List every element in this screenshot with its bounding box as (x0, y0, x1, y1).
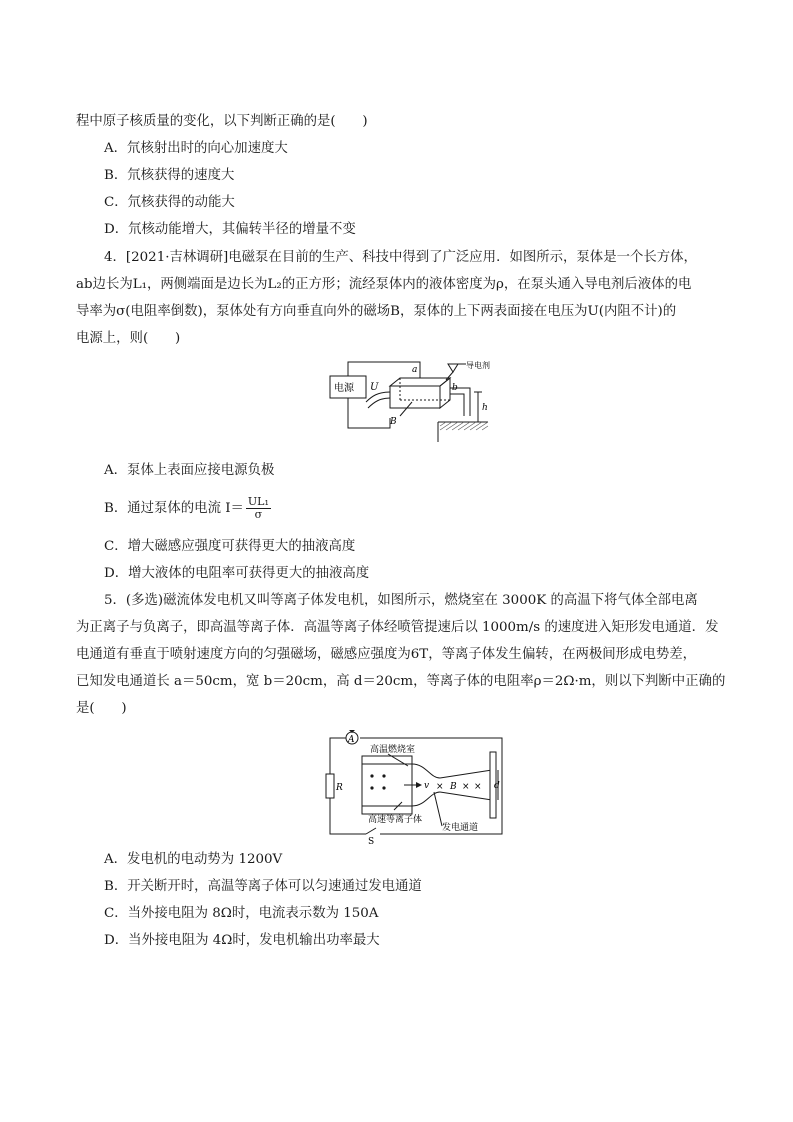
q5-stem-line-4: 已知发电通道长 a＝50cm，宽 b＝20cm，高 d＝20cm，等离子体的电阻率ρ＝2Ω·m，则以下判断中正确的 (76, 674, 726, 689)
q5-option-b: B．开关断开时，高温等离子体可以匀速通过发电通道 (104, 879, 422, 894)
cross-mark-3: × (474, 782, 482, 792)
q3-option-d: D．氘核动能增大，其偏转半径的增量不变 (104, 222, 356, 237)
height-d-label: d (494, 781, 500, 791)
q5-option-c: C．当外接电阻为 8Ω时，电流表示数为 150A (104, 906, 379, 921)
electromagnetic-pump-figure (320, 358, 500, 450)
q5-stem-line-1: 5．(多选)磁流体发电机又叫等离子体发电机，如图所示，燃烧室在 3000K 的高温下将气体全部电离 (104, 593, 698, 608)
resistor-r-label: R (336, 783, 343, 793)
q5-option-a: A．发电机的电动势为 1200V (104, 852, 283, 867)
field-b-label: B (390, 417, 397, 427)
mhd-generator-figure (322, 730, 504, 846)
q4-option-c: C．增大磁感应强度可获得更大的抽液高度 (104, 539, 356, 554)
q4-option-b-text: B．通过泵体的电流 I＝ (104, 501, 244, 516)
cross-mark-1: × (436, 782, 444, 792)
cross-mark-2: × (462, 782, 470, 792)
q4-stem-line-4: 电源上，则( ) (76, 331, 181, 346)
q4-option-a: A．泵体上表面应接电源负极 (104, 463, 275, 478)
current-fraction (246, 496, 271, 521)
q4-option-d: D．增大液体的电阻率可获得更大的抽液高度 (104, 566, 370, 581)
q4-stem-line-2: ab边长为L₁，两侧端面是边长为L₂的正方形；流经泵体内的液体密度为ρ，在泵头通入导电剂后液体的电 (76, 277, 692, 292)
q3-stem-tail: 程中原子核质量的变化，以下判断正确的是( ) (76, 114, 368, 129)
q3-option-c: C．氘核获得的动能大 (104, 195, 235, 210)
q3-option-a: A．氘核射出时的向心加速度大 (104, 141, 288, 156)
field-b-label: B (450, 782, 457, 792)
q4-option-b (104, 496, 271, 521)
ammeter-label: A (348, 735, 355, 745)
q4-stem-line-3: 导率为σ(电阻率倒数)，泵体处有方向垂直向外的磁场B，泵体的上下两表面接在电压为U(内阻不计)的 (76, 304, 677, 319)
q5-stem-line-5: 是( ) (76, 701, 127, 716)
edge-b-label: b (452, 383, 458, 393)
plasma-label: 高速等离子体 (368, 815, 423, 825)
voltage-label: U (370, 382, 379, 393)
q5-option-d: D．当外接电阻为 4Ω时，发电机输出功率最大 (104, 933, 380, 948)
q5-stem-line-2: 为正离子与负离子，即高温等离子体．高温等离子体经喷管提速后以 1000m/s 的速度进入矩形发电通道．发 (76, 620, 719, 635)
q4-stem-line-1: 4．[2021·吉林调研]电磁泵在目前的生产、科技中得到了广泛应用．如图所示，泵体是一个长方体， (104, 250, 697, 265)
velocity-v-label: v (424, 781, 430, 791)
switch-s-label: S (368, 837, 375, 846)
height-h-label: h (482, 403, 488, 413)
channel-label: 发电通道 (442, 823, 479, 833)
q3-option-b: B．氘核获得的速度大 (104, 168, 235, 183)
fraction-numerator: UL₁ (247, 495, 269, 508)
q5-stem-line-3: 电通道有垂直于喷射速度方向的匀强磁场，磁感应强度为6T，等离子体发生偏转，在两极间形成电势差， (76, 647, 697, 662)
agent-label: 导电剂 (466, 361, 490, 370)
chamber-label: 高温燃烧室 (370, 745, 416, 755)
power-label: 电源 (334, 383, 354, 394)
fraction-denominator: σ (254, 508, 263, 521)
edge-a-label: a (412, 365, 418, 375)
